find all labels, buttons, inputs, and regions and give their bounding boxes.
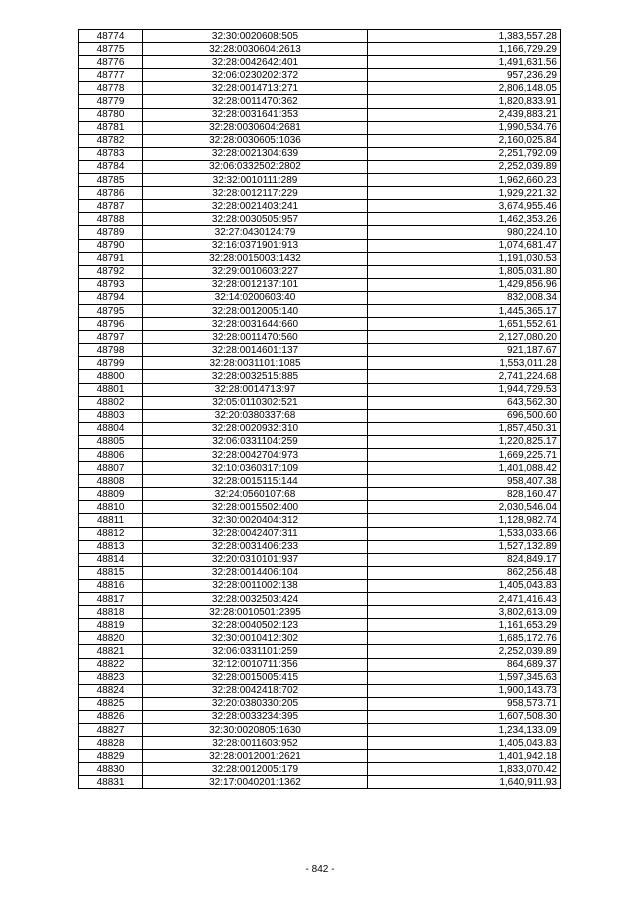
table-row (79, 462, 561, 475)
cadastral-number-cell: 32:20:0310101:937 (143, 553, 368, 566)
cadastral-number-cell: 32:30:0020608:505 (143, 30, 368, 43)
row-number-cell: 48812 (79, 527, 143, 540)
row-number-cell: 48799 (79, 357, 143, 370)
row-number-cell: 48814 (79, 553, 143, 566)
table-row (79, 265, 561, 278)
amount-cell: 1,220,825.17 (368, 435, 561, 448)
amount-cell: 696,500.60 (368, 409, 561, 422)
amount-cell: 1,929,221.32 (368, 187, 561, 200)
table-row (79, 187, 561, 200)
row-number-cell: 48828 (79, 737, 143, 750)
row-number-cell: 48816 (79, 579, 143, 592)
table-row (79, 108, 561, 121)
table-row (79, 658, 561, 671)
cadastral-number-cell: 32:28:0015003:1432 (143, 252, 368, 265)
row-number-cell: 48783 (79, 147, 143, 160)
table-row (79, 619, 561, 632)
amount-cell: 1,161,653.29 (368, 619, 561, 632)
amount-cell: 1,820,833.91 (368, 95, 561, 108)
amount-cell: 1,527,132.89 (368, 540, 561, 553)
table-row (79, 776, 561, 789)
table-row (79, 449, 561, 462)
table-row (79, 606, 561, 619)
row-number-cell: 48821 (79, 645, 143, 658)
cadastral-number-cell: 32:28:0031644:660 (143, 318, 368, 331)
row-number-cell: 48793 (79, 278, 143, 291)
table-row (79, 82, 561, 95)
cadastral-number-cell: 32:28:0042418:702 (143, 684, 368, 697)
row-number-cell: 48795 (79, 304, 143, 317)
row-number-cell: 48820 (79, 632, 143, 645)
row-number-cell: 48787 (79, 200, 143, 213)
row-number-cell: 48792 (79, 265, 143, 278)
amount-cell: 1,405,043.83 (368, 737, 561, 750)
amount-cell: 1,191,030.53 (368, 252, 561, 265)
row-number-cell: 48813 (79, 540, 143, 553)
page-number: - 842 - (305, 864, 335, 875)
row-number-cell: 48786 (79, 187, 143, 200)
cadastral-number-cell: 32:29:0010603:227 (143, 265, 368, 278)
amount-cell: 862,256.48 (368, 566, 561, 579)
table-row (79, 239, 561, 252)
row-number-cell: 48798 (79, 344, 143, 357)
row-number-cell: 48780 (79, 108, 143, 121)
cadastral-number-cell: 32:17:0040201:1362 (143, 776, 368, 789)
cadastral-number-cell: 32:28:0021304:639 (143, 147, 368, 160)
data-table (78, 29, 561, 789)
amount-cell: 1,857,450.31 (368, 422, 561, 435)
cadastral-number-cell: 32:06:0331104:259 (143, 435, 368, 448)
cadastral-number-cell: 32:28:0042704:973 (143, 449, 368, 462)
amount-cell: 1,462,353.26 (368, 213, 561, 226)
cadastral-number-cell: 32:28:0015115:144 (143, 475, 368, 488)
table-row (79, 134, 561, 147)
amount-cell: 921,187.67 (368, 344, 561, 357)
cadastral-number-cell: 32:28:0010501:2395 (143, 606, 368, 619)
table-row (79, 763, 561, 776)
cadastral-number-cell: 32:28:0030604:2681 (143, 121, 368, 134)
table-row (79, 304, 561, 317)
table-row (79, 147, 561, 160)
cadastral-number-cell: 32:20:0380330:205 (143, 697, 368, 710)
row-number-cell: 48807 (79, 462, 143, 475)
cadastral-number-cell: 32:28:0030604:2613 (143, 43, 368, 56)
amount-cell: 1,805,031.80 (368, 265, 561, 278)
table-row (79, 566, 561, 579)
amount-cell: 1,491,631.56 (368, 56, 561, 69)
cadastral-number-cell: 32:24:0560107:68 (143, 488, 368, 501)
cadastral-number-cell: 32:28:0014713:271 (143, 82, 368, 95)
amount-cell: 1,962,660.23 (368, 174, 561, 187)
row-number-cell: 48811 (79, 514, 143, 527)
cadastral-number-cell: 32:05:0110302:521 (143, 396, 368, 409)
amount-cell: 1,234,133.09 (368, 723, 561, 736)
row-number-cell: 48796 (79, 318, 143, 331)
row-number-cell: 48806 (79, 449, 143, 462)
table-row (79, 579, 561, 592)
row-number-cell: 48802 (79, 396, 143, 409)
amount-cell: 2,806,148.05 (368, 82, 561, 95)
amount-cell: 2,741,224.68 (368, 370, 561, 383)
cadastral-number-cell: 32:28:0012137:101 (143, 278, 368, 291)
table-row (79, 95, 561, 108)
amount-cell: 2,252,039.89 (368, 645, 561, 658)
amount-cell: 832,008.34 (368, 291, 561, 304)
cadastral-number-cell: 32:27:0430124:79 (143, 226, 368, 239)
amount-cell: 1,651,552.61 (368, 318, 561, 331)
amount-cell: 2,439,883.21 (368, 108, 561, 121)
cadastral-number-cell: 32:28:0042642:401 (143, 56, 368, 69)
table-row (79, 344, 561, 357)
row-number-cell: 48817 (79, 593, 143, 606)
table-row (79, 501, 561, 514)
table-row (79, 671, 561, 684)
row-number-cell: 48826 (79, 710, 143, 723)
amount-cell: 1,607,508.30 (368, 710, 561, 723)
amount-cell: 2,252,039.89 (368, 160, 561, 173)
table-row (79, 331, 561, 344)
table-row (79, 383, 561, 396)
row-number-cell: 48803 (79, 409, 143, 422)
cadastral-number-cell: 32:28:0014406:104 (143, 566, 368, 579)
amount-cell: 824,849.17 (368, 553, 561, 566)
amount-cell: 1,685,172.76 (368, 632, 561, 645)
table-row (79, 43, 561, 56)
amount-cell: 2,127,080.20 (368, 331, 561, 344)
table-row (79, 710, 561, 723)
row-number-cell: 48775 (79, 43, 143, 56)
table-row (79, 409, 561, 422)
table-row (79, 553, 561, 566)
amount-cell: 1,669,225.71 (368, 449, 561, 462)
table-row (79, 291, 561, 304)
cadastral-number-cell: 32:28:0014713:97 (143, 383, 368, 396)
cadastral-number-cell: 32:06:0331101:259 (143, 645, 368, 658)
cadastral-number-cell: 32:28:0012117:229 (143, 187, 368, 200)
table-row (79, 318, 561, 331)
cadastral-number-cell: 32:28:0032503:424 (143, 593, 368, 606)
amount-cell: 1,553,011.28 (368, 357, 561, 370)
table-row (79, 226, 561, 239)
row-number-cell: 48788 (79, 213, 143, 226)
amount-cell: 1,401,942.18 (368, 750, 561, 763)
row-number-cell: 48779 (79, 95, 143, 108)
table-row (79, 737, 561, 750)
cadastral-number-cell: 32:30:0020805:1630 (143, 723, 368, 736)
amount-cell: 1,405,043.83 (368, 579, 561, 592)
table-row (79, 684, 561, 697)
amount-cell: 1,640,911.93 (368, 776, 561, 789)
cadastral-number-cell: 32:28:0011470:560 (143, 331, 368, 344)
row-number-cell: 48805 (79, 435, 143, 448)
row-number-cell: 48824 (79, 684, 143, 697)
table-row (79, 488, 561, 501)
cadastral-number-cell: 32:28:0012005:140 (143, 304, 368, 317)
table-row (79, 645, 561, 658)
cadastral-number-cell: 32:28:0032515:885 (143, 370, 368, 383)
row-number-cell: 48800 (79, 370, 143, 383)
table-row (79, 357, 561, 370)
table-row (79, 632, 561, 645)
cadastral-number-cell: 32:28:0042407:311 (143, 527, 368, 540)
row-number-cell: 48781 (79, 121, 143, 134)
amount-cell: 957,236.29 (368, 69, 561, 82)
table-row (79, 56, 561, 69)
amount-cell: 1,074,681.47 (368, 239, 561, 252)
amount-cell: 958,407.38 (368, 475, 561, 488)
row-number-cell: 48818 (79, 606, 143, 619)
cadastral-number-cell: 32:28:0012001:2621 (143, 750, 368, 763)
table-row (79, 160, 561, 173)
cadastral-number-cell: 32:28:0031641:353 (143, 108, 368, 121)
table-row (79, 723, 561, 736)
cadastral-number-cell: 32:28:0031406:233 (143, 540, 368, 553)
row-number-cell: 48808 (79, 475, 143, 488)
row-number-cell: 48776 (79, 56, 143, 69)
cadastral-number-cell: 32:20:0380337:68 (143, 409, 368, 422)
data-table-body (79, 30, 561, 789)
cadastral-number-cell: 32:06:0332502:2802 (143, 160, 368, 173)
cadastral-number-cell: 32:28:0040502:123 (143, 619, 368, 632)
amount-cell: 980,224.10 (368, 226, 561, 239)
amount-cell: 1,990,534.76 (368, 121, 561, 134)
cadastral-number-cell: 32:06:0230202:372 (143, 69, 368, 82)
amount-cell: 643,562.30 (368, 396, 561, 409)
cadastral-number-cell: 32:28:0012005:179 (143, 763, 368, 776)
table-row (79, 422, 561, 435)
amount-cell: 828,160.47 (368, 488, 561, 501)
amount-cell: 2,251,792.09 (368, 147, 561, 160)
row-number-cell: 48831 (79, 776, 143, 789)
table-row (79, 593, 561, 606)
cadastral-number-cell: 32:28:0030605:1036 (143, 134, 368, 147)
table-row (79, 527, 561, 540)
amount-cell: 1,533,033.66 (368, 527, 561, 540)
table-row (79, 475, 561, 488)
table-row (79, 200, 561, 213)
cadastral-number-cell: 32:28:0033234:395 (143, 710, 368, 723)
row-number-cell: 48825 (79, 697, 143, 710)
cadastral-number-cell: 32:28:0015502:400 (143, 501, 368, 514)
table-row (79, 435, 561, 448)
amount-cell: 2,160,025.84 (368, 134, 561, 147)
amount-cell: 1,833,070.42 (368, 763, 561, 776)
cadastral-number-cell: 32:30:0010412:302 (143, 632, 368, 645)
row-number-cell: 48774 (79, 30, 143, 43)
table-row (79, 69, 561, 82)
cadastral-number-cell: 32:28:0014601:137 (143, 344, 368, 357)
row-number-cell: 48822 (79, 658, 143, 671)
table-row (79, 121, 561, 134)
amount-cell: 1,944,729.53 (368, 383, 561, 396)
cadastral-number-cell: 32:32:0010111:289 (143, 174, 368, 187)
amount-cell: 2,030,546.04 (368, 501, 561, 514)
row-number-cell: 48829 (79, 750, 143, 763)
cadastral-number-cell: 32:14:0200603:40 (143, 291, 368, 304)
cadastral-number-cell: 32:28:0011603:952 (143, 737, 368, 750)
row-number-cell: 48810 (79, 501, 143, 514)
row-number-cell: 48823 (79, 671, 143, 684)
amount-cell: 1,383,557.28 (368, 30, 561, 43)
cadastral-number-cell: 32:12:0010711:356 (143, 658, 368, 671)
cadastral-number-cell: 32:28:0011002:138 (143, 579, 368, 592)
amount-cell: 1,445,365.17 (368, 304, 561, 317)
row-number-cell: 48815 (79, 566, 143, 579)
table-row (79, 540, 561, 553)
row-number-cell: 48782 (79, 134, 143, 147)
table-row (79, 278, 561, 291)
row-number-cell: 48801 (79, 383, 143, 396)
cadastral-number-cell: 32:16:0371901:913 (143, 239, 368, 252)
row-number-cell: 48785 (79, 174, 143, 187)
row-number-cell: 48789 (79, 226, 143, 239)
row-number-cell: 48777 (79, 69, 143, 82)
cadastral-number-cell: 32:28:0011470:362 (143, 95, 368, 108)
table-row (79, 370, 561, 383)
row-number-cell: 48784 (79, 160, 143, 173)
row-number-cell: 48819 (79, 619, 143, 632)
cadastral-number-cell: 32:10:0360317:109 (143, 462, 368, 475)
row-number-cell: 48804 (79, 422, 143, 435)
table-row (79, 213, 561, 226)
row-number-cell: 48791 (79, 252, 143, 265)
cadastral-number-cell: 32:28:0015005:415 (143, 671, 368, 684)
table-row (79, 514, 561, 527)
amount-cell: 3,802,613.09 (368, 606, 561, 619)
table-row (79, 697, 561, 710)
cadastral-number-cell: 32:28:0020932:310 (143, 422, 368, 435)
amount-cell: 1,128,982.74 (368, 514, 561, 527)
row-number-cell: 48809 (79, 488, 143, 501)
amount-cell: 2,471,416.43 (368, 593, 561, 606)
row-number-cell: 48827 (79, 723, 143, 736)
table-row (79, 396, 561, 409)
cadastral-number-cell: 32:28:0031101:1085 (143, 357, 368, 370)
row-number-cell: 48797 (79, 331, 143, 344)
cadastral-number-cell: 32:30:0020404:312 (143, 514, 368, 527)
table-row (79, 30, 561, 43)
table-row (79, 750, 561, 763)
row-number-cell: 48830 (79, 763, 143, 776)
amount-cell: 1,401,088.42 (368, 462, 561, 475)
row-number-cell: 48790 (79, 239, 143, 252)
amount-cell: 958,573.71 (368, 697, 561, 710)
row-number-cell: 48778 (79, 82, 143, 95)
table-row (79, 174, 561, 187)
table-row (79, 252, 561, 265)
amount-cell: 864,689.37 (368, 658, 561, 671)
cadastral-number-cell: 32:28:0021403:241 (143, 200, 368, 213)
amount-cell: 1,429,856.96 (368, 278, 561, 291)
amount-cell: 1,597,345.63 (368, 671, 561, 684)
cadastral-number-cell: 32:28:0030505:957 (143, 213, 368, 226)
amount-cell: 1,900,143.73 (368, 684, 561, 697)
row-number-cell: 48794 (79, 291, 143, 304)
amount-cell: 3,674,955.46 (368, 200, 561, 213)
amount-cell: 1,166,729.29 (368, 43, 561, 56)
